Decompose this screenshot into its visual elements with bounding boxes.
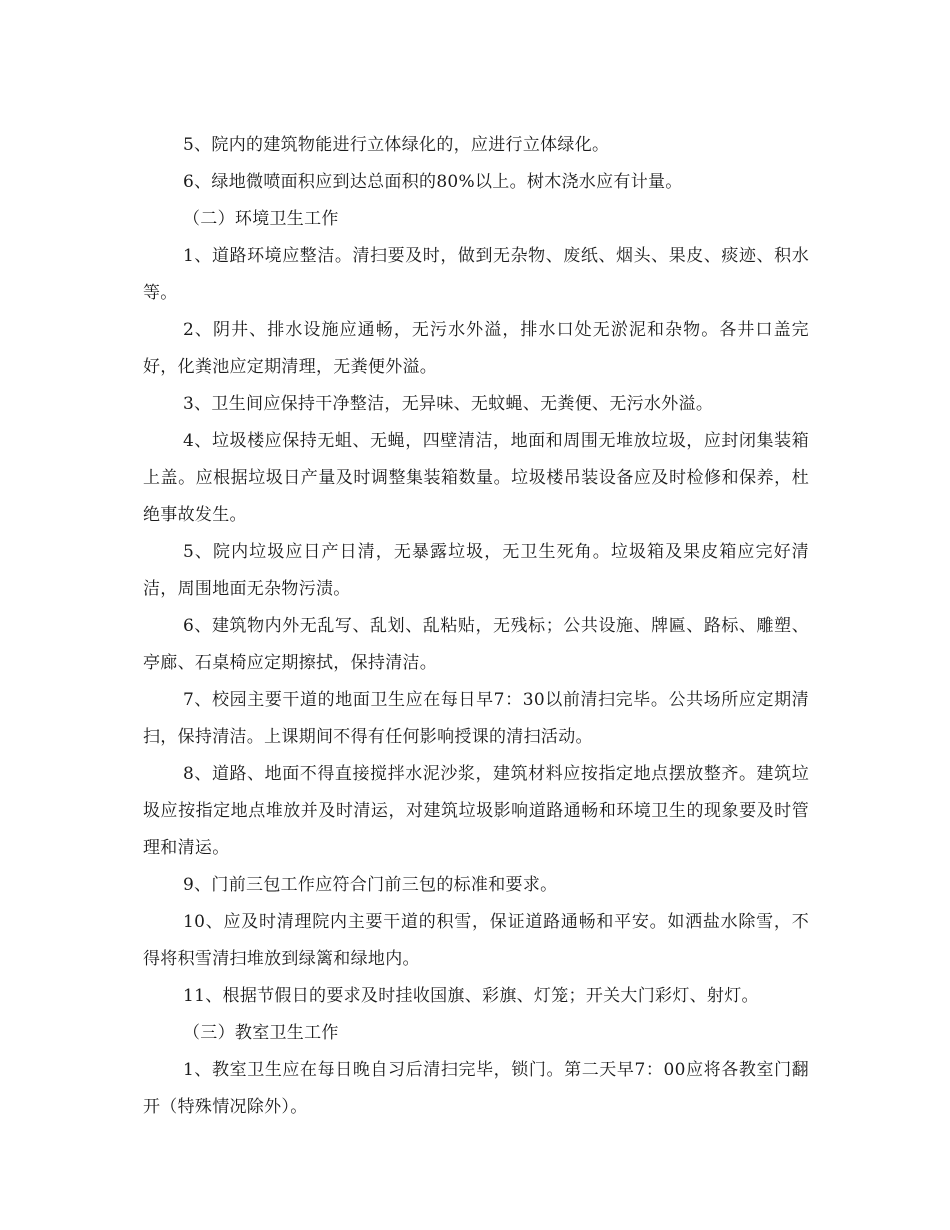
paragraph-environment-2: 2、阴井、排水设施应通畅，无污水外溢，排水口处无淤泥和杂物。各井口盖完好，化粪池应定期清理，无粪便外溢。 — [143, 320, 809, 377]
paragraph-environment-3: 3、卫生间应保持干净整洁，无异味、无蚊蝇、无粪便、无污水外溢。 — [183, 394, 714, 414]
paragraph-environment-8: 8、道路、地面不得直接搅拌水泥沙浆，建筑材料应按指定地点摆放整齐。建筑垃圾应按指定地点堆放并及时清运，对建筑垃圾影响道路通畅和环境卫生的现象要及时管理和清运。 — [143, 764, 809, 858]
paragraph-environment-1: 1、道路环境应整洁。清扫要及时，做到无杂物、废纸、烟头、果皮、痰迹、积水等。 — [143, 246, 809, 303]
paragraph-environment-4: 4、垃圾楼应保持无蛆、无蝇，四壁清洁，地面和周围无堆放垃圾，应封闭集装箱上盖。应根据垃圾日产量及时调整集装箱数量。垃圾楼吊装设备应及时检修和保养，杜绝事故发生。 — [143, 431, 809, 525]
paragraph-greening-6: 6、绿地微喷面积应到达总面积的80%以上。树木浇水应有计量。 — [183, 172, 683, 192]
paragraph-environment-6: 6、建筑物内外无乱写、乱划、乱粘贴，无残标；公共设施、牌匾、路标、雕塑、亭廊、石桌椅应定期擦拭，保持清洁。 — [143, 616, 809, 673]
paragraph-environment-9: 9、门前三包工作应符合门前三包的标准和要求。 — [183, 875, 558, 895]
section-heading-classroom: （三）教室卫生工作 — [183, 1023, 339, 1043]
paragraph-environment-10: 10、应及时清理院内主要干道的积雪，保证道路通畅和平安。如洒盐水除雪，不得将积雪清扫堆放到绿篱和绿地内。 — [143, 912, 809, 969]
paragraph-greening-5: 5、院内的建筑物能进行立体绿化的，应进行立体绿化。 — [183, 135, 610, 155]
document-body — [143, 127, 809, 1126]
paragraph-classroom-1: 1、教室卫生应在每日晚自习后清扫完毕，锁门。第二天早7：00应将各教室门翻开（特殊情况除外）。 — [143, 1060, 809, 1117]
paragraph-environment-7: 7、校园主要干道的地面卫生应在每日早7：30以前清扫完毕。公共场所应定期清扫，保持清洁。上课期间不得有任何影响授课的清扫活动。 — [143, 690, 809, 747]
paragraph-environment-5: 5、院内垃圾应日产日清，无暴露垃圾，无卫生死角。垃圾箱及果皮箱应完好清洁，周围地面无杂物污渍。 — [143, 542, 809, 599]
section-heading-environment: （二）环境卫生工作 — [183, 209, 339, 229]
paragraph-environment-11: 11、根据节假日的要求及时挂收国旗、彩旗、灯笼；开关大门彩灯、射灯。 — [183, 986, 759, 1006]
